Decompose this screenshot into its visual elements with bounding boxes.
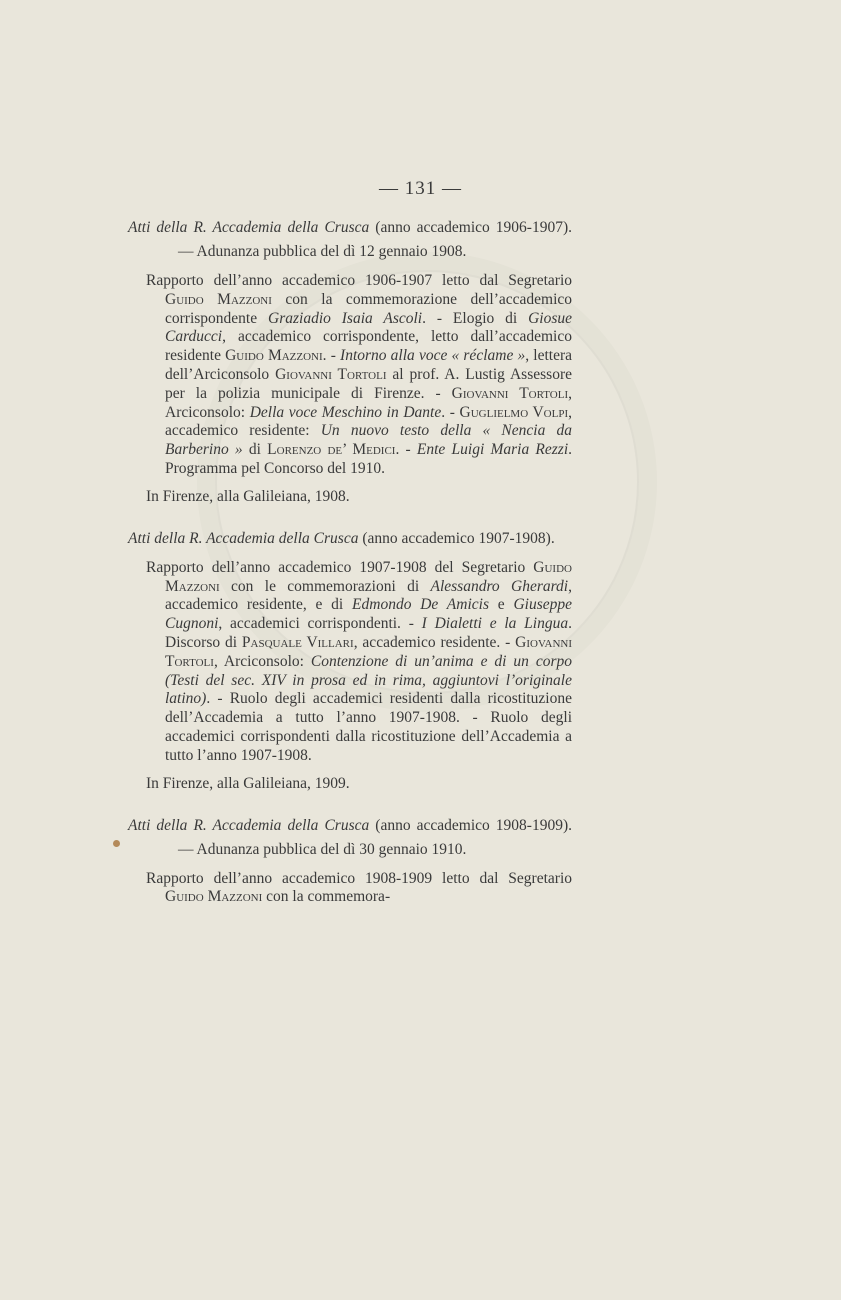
text-run: . - <box>322 347 341 365</box>
italic-title: Un nuovo testo della « Nencia da Barberino » <box>165 422 572 459</box>
text-run: , lettera dell’Arciconsolo <box>165 347 572 383</box>
text-run: . Discorso di <box>165 615 572 651</box>
italic-title: Intorno alla voce « réclame » <box>340 347 526 365</box>
author-name: Giovanni Tortoli <box>451 384 569 402</box>
text-run: con le commemorazioni di <box>219 577 431 595</box>
author-name: Lorenzo de’ Medici <box>267 441 396 459</box>
author-name: Giovanni Tortoli <box>165 633 572 670</box>
text-run: , accademico residente: <box>165 403 572 440</box>
entry-imprint: In Firenze, alla Galileiana, 1909. <box>146 774 350 792</box>
author-name: Guido Mazzoni <box>165 290 272 308</box>
text-run: , Arciconsolo: <box>213 652 311 670</box>
entry-title: Atti della R. Accademia della Crusca (anno accademico 1906-1907). — Adunanza pubblica del dì 12 gennaio 1908. <box>128 219 572 260</box>
italic-title: Giosue Carducci <box>165 309 572 346</box>
entry-contents <box>128 870 572 908</box>
text-run: al prof. A. Lustig Assessore per la polizia municipale di Firenze. - <box>165 365 572 402</box>
entry-imprint: In Firenze, alla Galileiana, 1908. <box>146 487 350 505</box>
entry-title: Atti della R. Accademia della Crusca (anno accademico 1908-1909). — Adunanza pubblica del dì 30 gennaio 1910. <box>128 816 572 858</box>
italic-title: Alessandro Gherardi <box>430 577 569 595</box>
entry-contents <box>128 559 572 766</box>
text-run: . - Elogio di <box>422 309 529 327</box>
text-run: . - <box>441 403 460 421</box>
text-run: con la commemorazione dell’accademico corrispondente <box>165 290 573 327</box>
author-name: Giovanni Tortoli <box>275 365 387 383</box>
text-run: . Programma pel Concorso del 1910. <box>165 441 573 477</box>
text-run: , accademico residente, e di <box>165 577 572 614</box>
text-run: , accademico corrispondente, letto dall’accademico residente <box>165 328 572 365</box>
author-name: Guglielmo Volpi <box>459 403 569 421</box>
entry-2 <box>128 527 572 794</box>
italic-title: Giuseppe Cugnoni <box>165 596 572 633</box>
italic-title: Contenzione di un’anima e di un corpo (Testi del sec. XIV in prosa ed in rima, aggiuntovi l’originale latino) <box>165 652 572 708</box>
text-run: Rapporto dell’anno accademico 1906-1907 letto dal Segretario <box>146 272 572 289</box>
italic-title: Graziadio Isaia Ascoli <box>268 309 423 327</box>
ink-spot <box>113 840 120 847</box>
entry-contents <box>128 272 572 479</box>
italic-title: Ente Luigi Maria Rezzi <box>416 441 569 459</box>
italic-title: Edmondo De Amicis <box>352 596 489 614</box>
entry-1 <box>128 216 572 507</box>
text-run: Rapporto dell’anno accademico 1908-1909 letto dal Segretario <box>146 869 572 887</box>
author-name: Guido Mazzoni <box>225 347 323 365</box>
text-run: di <box>242 441 268 459</box>
page-number: — 131 — <box>379 178 462 199</box>
entry-3 <box>128 814 572 908</box>
italic-title: I Dialetti e la Lingua <box>421 615 569 633</box>
author-name: Guido Mazzoni <box>165 558 572 595</box>
text-run: . - <box>395 441 417 459</box>
entry-title: Atti della R. Accademia della Crusca (anno accademico 1907-1908). <box>128 529 555 547</box>
text-run: e <box>489 596 514 614</box>
text-run: Rapporto dell’anno accademico 1907-1908 del Segretario <box>146 558 534 576</box>
italic-title: Della voce Meschino in Dante <box>249 403 442 421</box>
text-run: con la commemora- <box>262 888 391 906</box>
text-run: . - Ruolo degli accademici residenti dalla ricostituzione dell’Accademia a tutto l’anno 1907-1908. - Ruolo degli accademici corrispondenti dalla ricostituzione dell’Accademia a tutto l’anno 1907-1908. <box>165 690 572 764</box>
author-name: Pasquale Villari <box>241 633 354 651</box>
text-column <box>128 216 572 907</box>
author-name: Guido Mazzoni <box>165 888 263 906</box>
text-run: , accademico residente. - <box>353 633 516 651</box>
text-run: , accademici corrispondenti. - <box>218 615 422 633</box>
text-run: , Arciconsolo: <box>165 384 572 421</box>
